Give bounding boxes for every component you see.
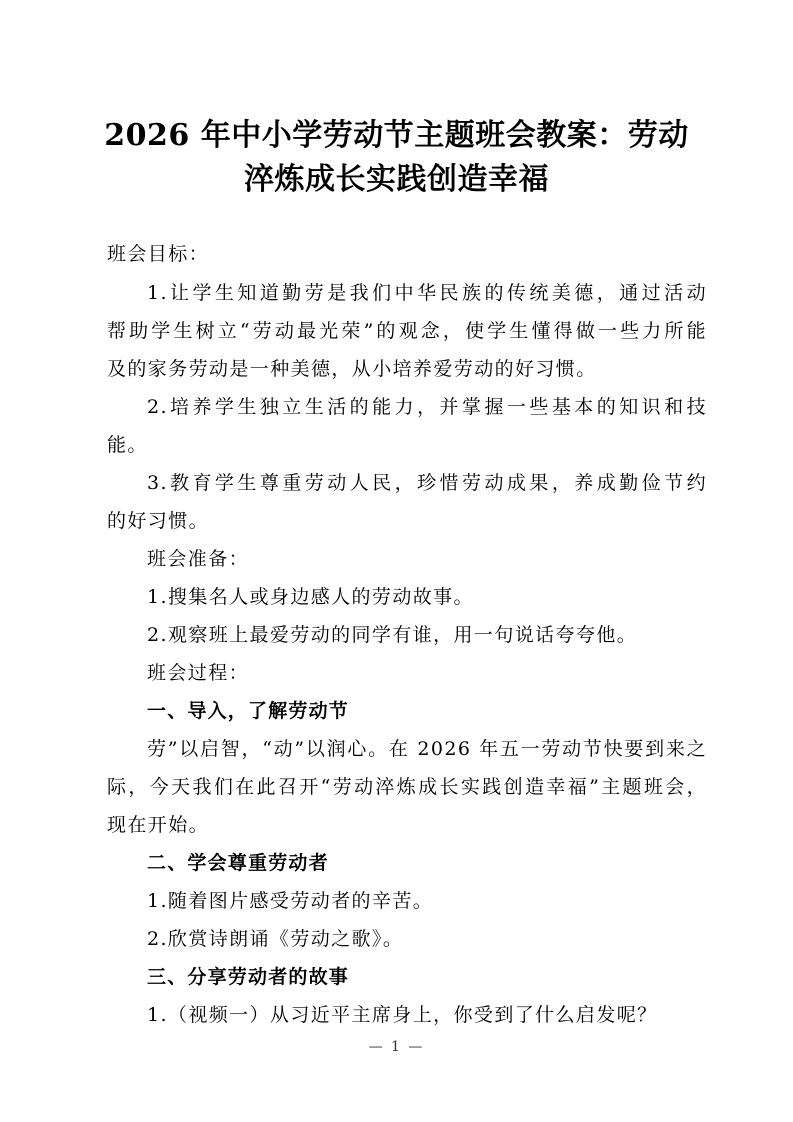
- section-3-heading: 三、分享劳动者的故事: [147, 966, 350, 988]
- document-title-line-1: 2026 年中小学劳动节主题班会教案：劳动: [104, 118, 689, 153]
- section-1-heading: 一、导入，了解劳动节: [147, 700, 350, 722]
- goal-2-line-1: 2.培养学生独立生活的能力，并掌握一些基本的知识和技: [147, 396, 707, 418]
- section-2-heading: 二、学会尊重劳动者: [147, 852, 329, 874]
- goal-1-line-3: 及的家务劳动是一种美德，从小培养爱劳动的好习惯。: [107, 358, 597, 380]
- page-number: — 1 —: [368, 1039, 425, 1055]
- goal-1-line-1: 1.让学生知道勤劳是我们中华民族的传统美德，通过活动: [147, 282, 707, 304]
- section-3-item-1: 1.（视频一）从习近平主席身上，你受到了什么启发呢？: [147, 1004, 658, 1026]
- section-1-line-1: 劳”以启智，“动”以润心。在 2026 年五一劳动节快要到来之: [147, 738, 707, 760]
- goal-3-line-1: 3.教育学生尊重劳动人民，珍惜劳动成果，养成勤俭节约: [147, 472, 707, 494]
- preparation-item-2: 2.观察班上最爱劳动的同学有谁，用一句说话夸夸他。: [147, 624, 638, 646]
- section-2-item-1: 1.随着图片感受劳动者的辛苦。: [147, 890, 434, 912]
- process-label: 班会过程：: [147, 662, 250, 684]
- goal-1-line-2: 帮助学生树立“劳动最光荣”的观念，使学生懂得做一些力所能: [107, 320, 707, 342]
- section-2-item-2: 2.欣赏诗朗诵《劳动之歌》。: [147, 928, 404, 950]
- goal-3-line-2: 的好习惯。: [107, 510, 210, 532]
- preparation-label: 班会准备：: [147, 548, 250, 570]
- goal-2-line-2: 能。: [107, 434, 148, 456]
- section-1-line-2: 际，今天我们在此召开“劳动淬炼成长实践创造幸福”主题班会，: [107, 776, 707, 798]
- document-title-line-2: 淬炼成长实践创造幸福: [244, 162, 549, 197]
- section-1-line-3: 现在开始。: [107, 814, 210, 836]
- goals-label: 班会目标：: [107, 243, 210, 265]
- preparation-item-1: 1.搜集名人或身边感人的劳动故事。: [147, 586, 474, 608]
